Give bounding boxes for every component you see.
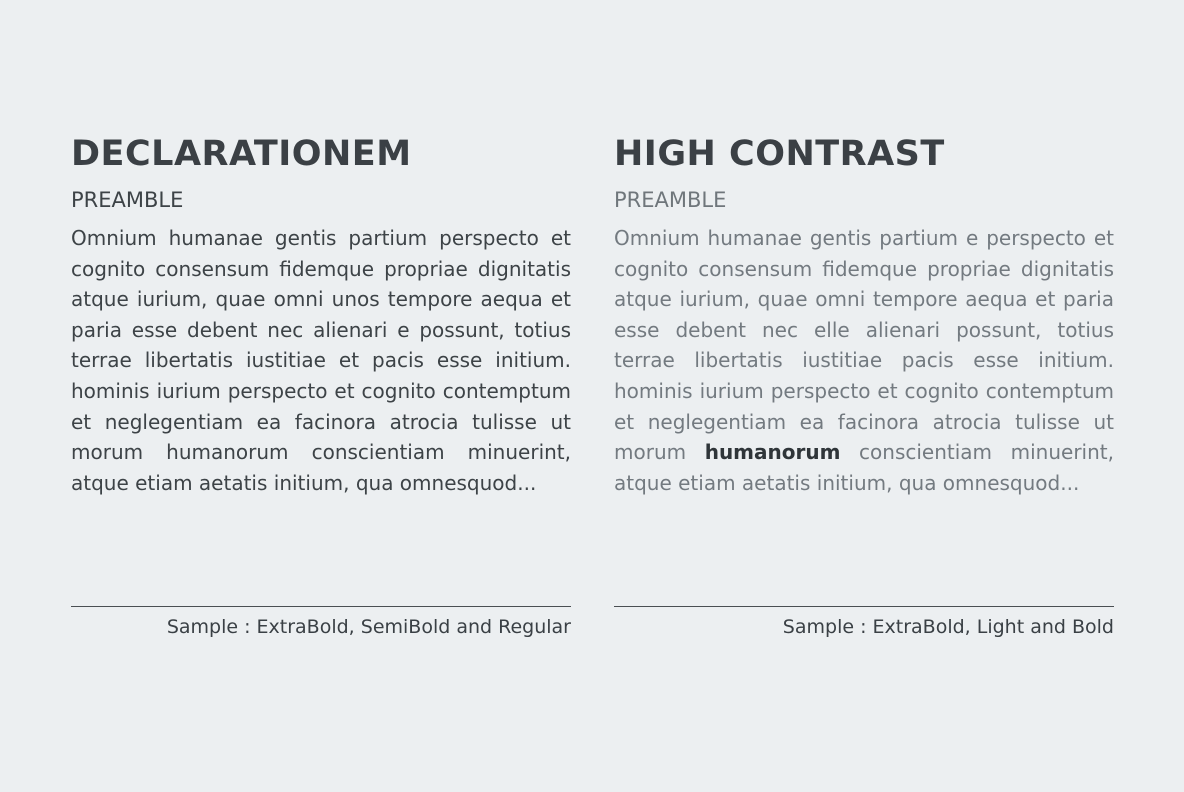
right-preamble: PREAMBLE — [614, 188, 727, 212]
sample-right — [614, 132, 1114, 498]
left-divider — [71, 606, 571, 607]
right-body-before: Omnium humanae gentis partium e perspecto et cognito consensum fidemque propriae dignitatis atque iurium, quae omni tempore aequa et paria esse debent nec elle alienari possunt, totius terrae libertatis iustitiae pacis esse initium. hominis iurium perspecto et cognito contemptum et neglegentiam ea facinora atrocia tulisse ut morum — [614, 226, 1114, 465]
right-divider — [614, 606, 1114, 607]
right-title: HIGH CONTRAST — [614, 134, 945, 174]
left-body-text: Omnium humanae gentis partium perspecto et cognito consensum fidemque propriae dignitatis atque iurium, quae omni unos tempore aequa et paria esse debent nec alienari e possunt, totius terrae libertatis iustitiae et pacis esse initium. hominis iurium perspecto et cognito contemptum et neglegentiam ea facinora atrocia tulisse ut morum humanorum conscientiam minuerint, atque etiam aetatis initium, qua omnesquod... — [71, 226, 571, 495]
right-body-text — [614, 223, 1114, 498]
left-caption: Sample : ExtraBold, SemiBold and Regular — [166, 616, 571, 638]
right-body-bold-word: humanorum — [704, 440, 841, 465]
right-body-after: conscientiam minuerint, atque etiam aetatis initium, qua omnesquod... — [614, 440, 1114, 495]
left-title: DECLARATIONEM — [71, 134, 412, 174]
left-preamble: PREAMBLE — [71, 188, 184, 212]
sample-left — [71, 132, 571, 498]
right-caption: Sample : ExtraBold, Light and Bold — [782, 616, 1114, 638]
